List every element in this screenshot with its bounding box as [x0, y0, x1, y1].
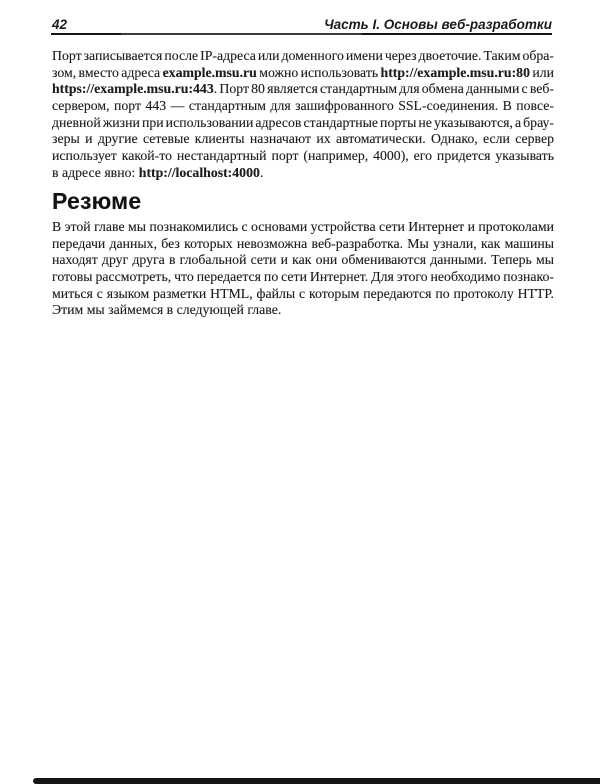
ports-paragraph — [52, 48, 554, 182]
text-line: в адресе явно: http://localhost:4000. — [52, 164, 264, 180]
text-line: использует какой-то нестандартный порт (например, 4000), его придется указывать — [52, 148, 554, 164]
chapter-title: Часть I. Основы веб-разработки — [324, 17, 552, 32]
text-line: https://example.msu.ru:443. Порт 80 является стандартным для обмена данными с веб- — [52, 81, 554, 97]
text-line: зеры и другие сетевые клиенты назначают их автоматически. Однако, если сервер — [52, 131, 554, 147]
header-rule-divider — [51, 33, 552, 35]
text-line: В этой главе мы познакомились с основами устройства сети Интернет и протоколами — [52, 219, 554, 234]
section-heading: Резюме — [52, 188, 142, 214]
scan-artifact-bar — [33, 778, 600, 784]
text-line: зом, вместо адреса example.msu.ru можно использовать http://example.msu.ru:80 или — [52, 64, 555, 80]
text-line: сервером, порт 443 — стандартным для зашифрованного SSL-соединения. В повсе- — [52, 98, 554, 114]
running-header — [52, 17, 552, 32]
text-line: Этим мы займемся в следующей главе. — [52, 302, 282, 318]
page-number: 42 — [52, 17, 68, 32]
text-line: дневной жизни при использовании адресов стандартные порты не указываются, а брау- — [52, 114, 554, 130]
summary-paragraph — [52, 219, 554, 319]
text-line: Порт записывается после IP-адреса или доменного имени через двоеточие. Таким обра- — [52, 48, 554, 63]
text-line: готовы рассмотреть, что передается по сети Интернет. Для этого необходимо познако- — [52, 269, 555, 285]
text-line: миться с языком разметки HTML, файлы с которым передаются по протоколу HTTP. — [52, 285, 554, 301]
text-line: передачи данных, без которых невозможна веб-разработка. Мы узнали, как машины — [52, 235, 554, 251]
text-line: находят друг друга в глобальной сети и как они обмениваются данными. Теперь мы — [52, 252, 554, 268]
